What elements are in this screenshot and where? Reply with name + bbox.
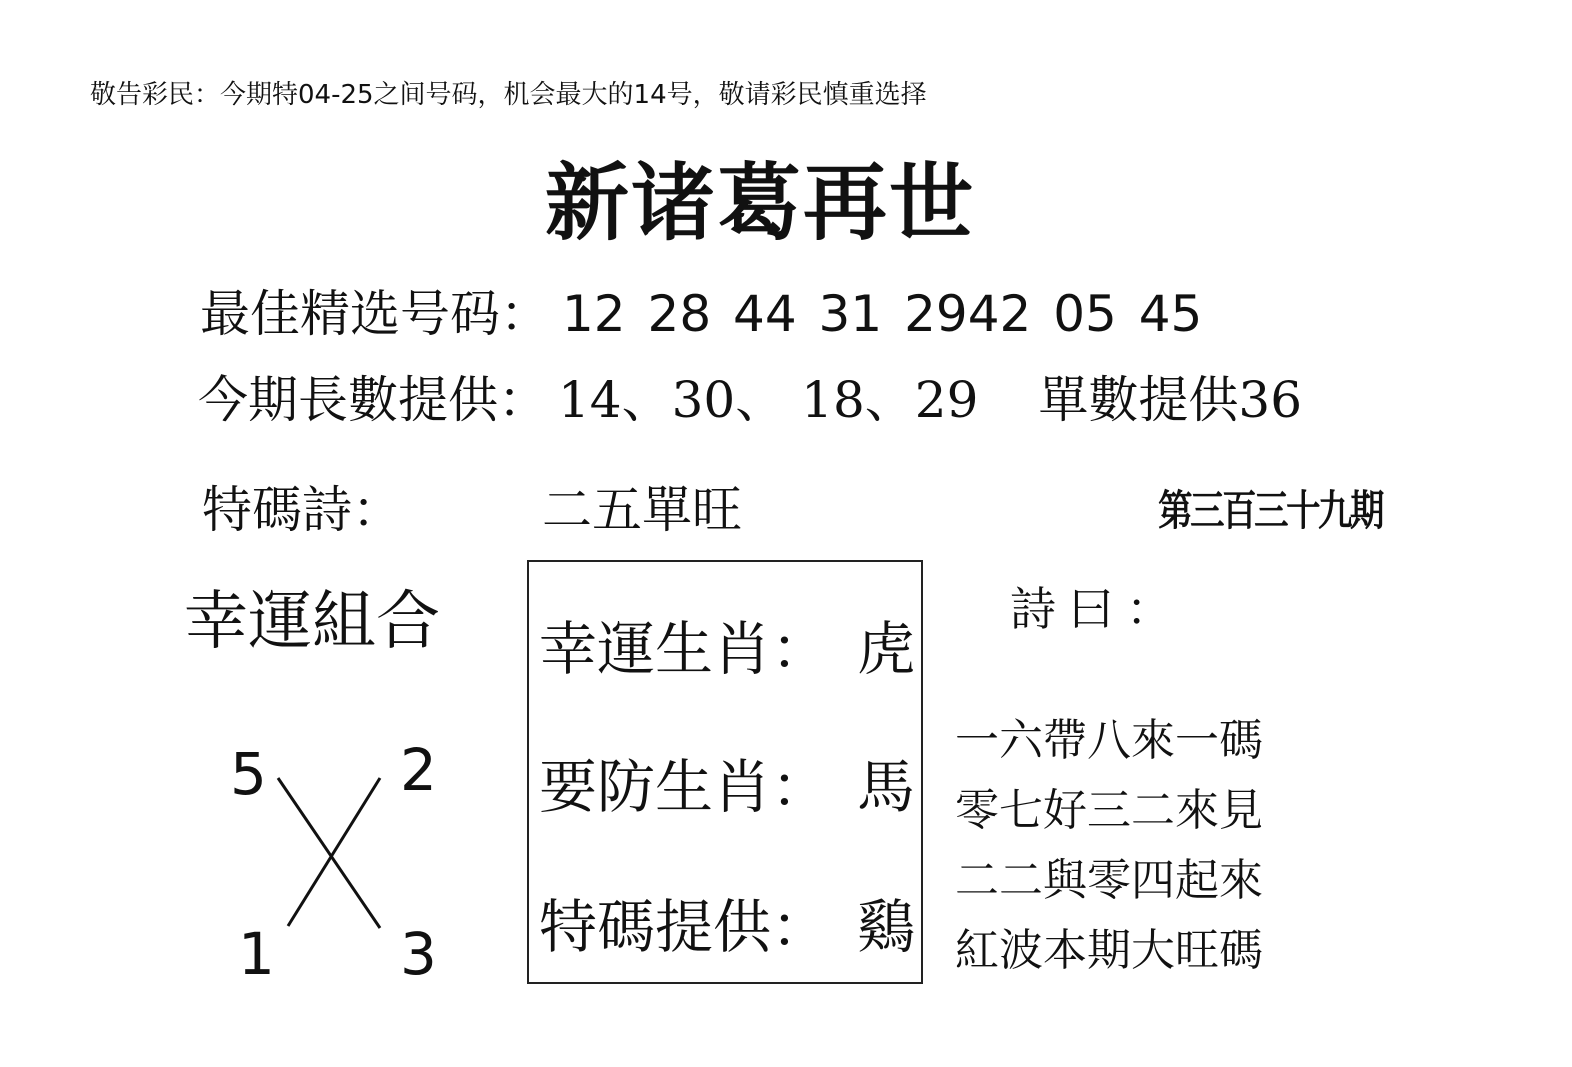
lucky-combo-diagram <box>200 730 460 990</box>
poem-label: 詩曰： <box>1010 582 1184 636</box>
special-poem-text: 二五單旺 <box>542 481 742 539</box>
zodiac-value: 鷄 <box>857 893 916 961</box>
zodiac-line <box>539 602 915 686</box>
poem-line: 一六帶八來一碼 <box>955 715 1263 766</box>
period-label: 第三百三十九期 <box>1158 486 1382 535</box>
combo-number-bottom-right: 3 <box>400 920 437 988</box>
special-poem-label: 特碼詩： <box>202 481 402 539</box>
best-picks-label: 最佳精选号码： <box>200 285 550 343</box>
zodiac-line <box>539 880 915 964</box>
notice-text: 敬告彩民：今期特04-25之间号码，机会最大的14号，敬请彩民慎重选择 <box>90 80 927 110</box>
poem-line: 零七好三二來見 <box>955 785 1263 836</box>
special-poem-row <box>202 470 742 542</box>
zodiac-line <box>539 740 915 824</box>
best-picks-row <box>200 274 1202 346</box>
even-numbers-row <box>198 360 1302 432</box>
page-title: 新诸葛再世 <box>545 154 976 252</box>
poem-line: 二二與零四起來 <box>955 855 1263 906</box>
poem-lines <box>955 713 1263 993</box>
combo-number-top-right: 2 <box>400 736 437 804</box>
zodiac-box <box>527 560 923 984</box>
single-number-text: 單數提供36 <box>1038 371 1303 429</box>
zodiac-label: 幸運生肖： <box>539 615 830 683</box>
lucky-combo-title: 幸運組合 <box>184 585 440 659</box>
poem-line: 紅波本期大旺碼 <box>955 925 1263 976</box>
cross-line-up <box>288 778 380 926</box>
zodiac-label: 要防生肖： <box>539 753 830 821</box>
even-numbers-label: 今期長數提供： <box>198 371 548 429</box>
zodiac-value: 虎 <box>857 615 916 683</box>
zodiac-label: 特碼提供： <box>539 893 830 961</box>
zodiac-value: 馬 <box>857 753 916 821</box>
combo-number-bottom-left: 1 <box>238 920 275 988</box>
best-picks-numbers: 12 28 44 31 2942 05 45 <box>562 285 1203 343</box>
even-numbers-values: 14、30、 18、29 <box>558 371 979 429</box>
combo-number-top-left: 5 <box>230 740 267 808</box>
